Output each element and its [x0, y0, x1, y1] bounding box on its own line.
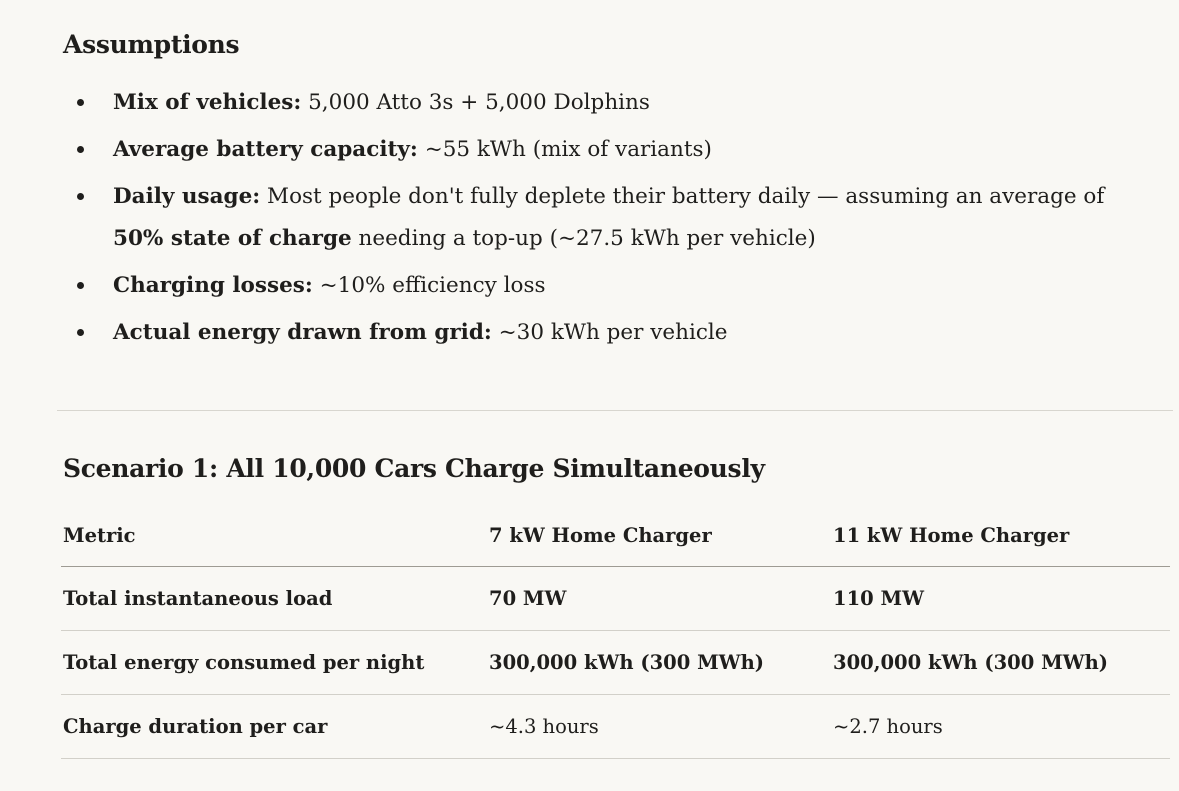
section-divider: [57, 410, 1173, 411]
item-label: Charging losses:: [113, 273, 313, 298]
bullet-icon: [77, 99, 84, 106]
item-text: ~30 kWh per vehicle: [491, 320, 728, 345]
assumptions-heading: Assumptions: [63, 30, 240, 59]
cell-7kw: 70 MW: [487, 567, 831, 631]
list-item: [63, 312, 1153, 354]
item-emphasis: 50% state of charge: [113, 226, 352, 251]
scenario-table: [61, 504, 1170, 759]
column-header-metric: Metric: [61, 504, 487, 567]
column-header-7kw: 7 kW Home Charger: [487, 504, 831, 567]
item-text-after: needing a top-up (~27.5 kWh per vehicle): [351, 226, 816, 251]
item-label: Daily usage:: [113, 184, 261, 209]
item-text: 5,000 Atto 3s + 5,000 Dolphins: [301, 90, 650, 115]
table-row: [61, 695, 1170, 759]
table-header-row: [61, 504, 1170, 567]
bullet-icon: [77, 282, 84, 289]
cell-11kw: 300,000 kWh (300 MWh): [831, 631, 1170, 695]
list-item: [63, 265, 1153, 307]
row-label: Total instantaneous load: [61, 567, 487, 631]
item-label: Average battery capacity:: [113, 137, 418, 162]
bullet-icon: [77, 146, 84, 153]
list-item: [63, 82, 1153, 124]
table-row: [61, 631, 1170, 695]
list-item: [63, 176, 1153, 260]
item-text: ~10% efficiency loss: [312, 273, 546, 298]
cell-7kw: ~4.3 hours: [487, 695, 831, 759]
scenario-heading: Scenario 1: All 10,000 Cars Charge Simultaneously: [63, 454, 765, 483]
item-text: Most people don't fully deplete their battery daily — assuming an average of: [260, 184, 1105, 209]
cell-11kw: 110 MW: [831, 567, 1170, 631]
list-item: [63, 129, 1153, 171]
column-header-11kw: 11 kW Home Charger: [831, 504, 1170, 567]
row-label: Charge duration per car: [61, 695, 487, 759]
bullet-icon: [77, 193, 84, 200]
table-row: [61, 567, 1170, 631]
cell-7kw: 300,000 kWh (300 MWh): [487, 631, 831, 695]
item-text: ~55 kWh (mix of variants): [417, 137, 712, 162]
bullet-icon: [77, 329, 84, 336]
item-label: Actual energy drawn from grid:: [113, 320, 492, 345]
assumptions-list: [63, 82, 1153, 359]
row-label: Total energy consumed per night: [61, 631, 487, 695]
cell-11kw: ~2.7 hours: [831, 695, 1170, 759]
item-label: Mix of vehicles:: [113, 90, 302, 115]
